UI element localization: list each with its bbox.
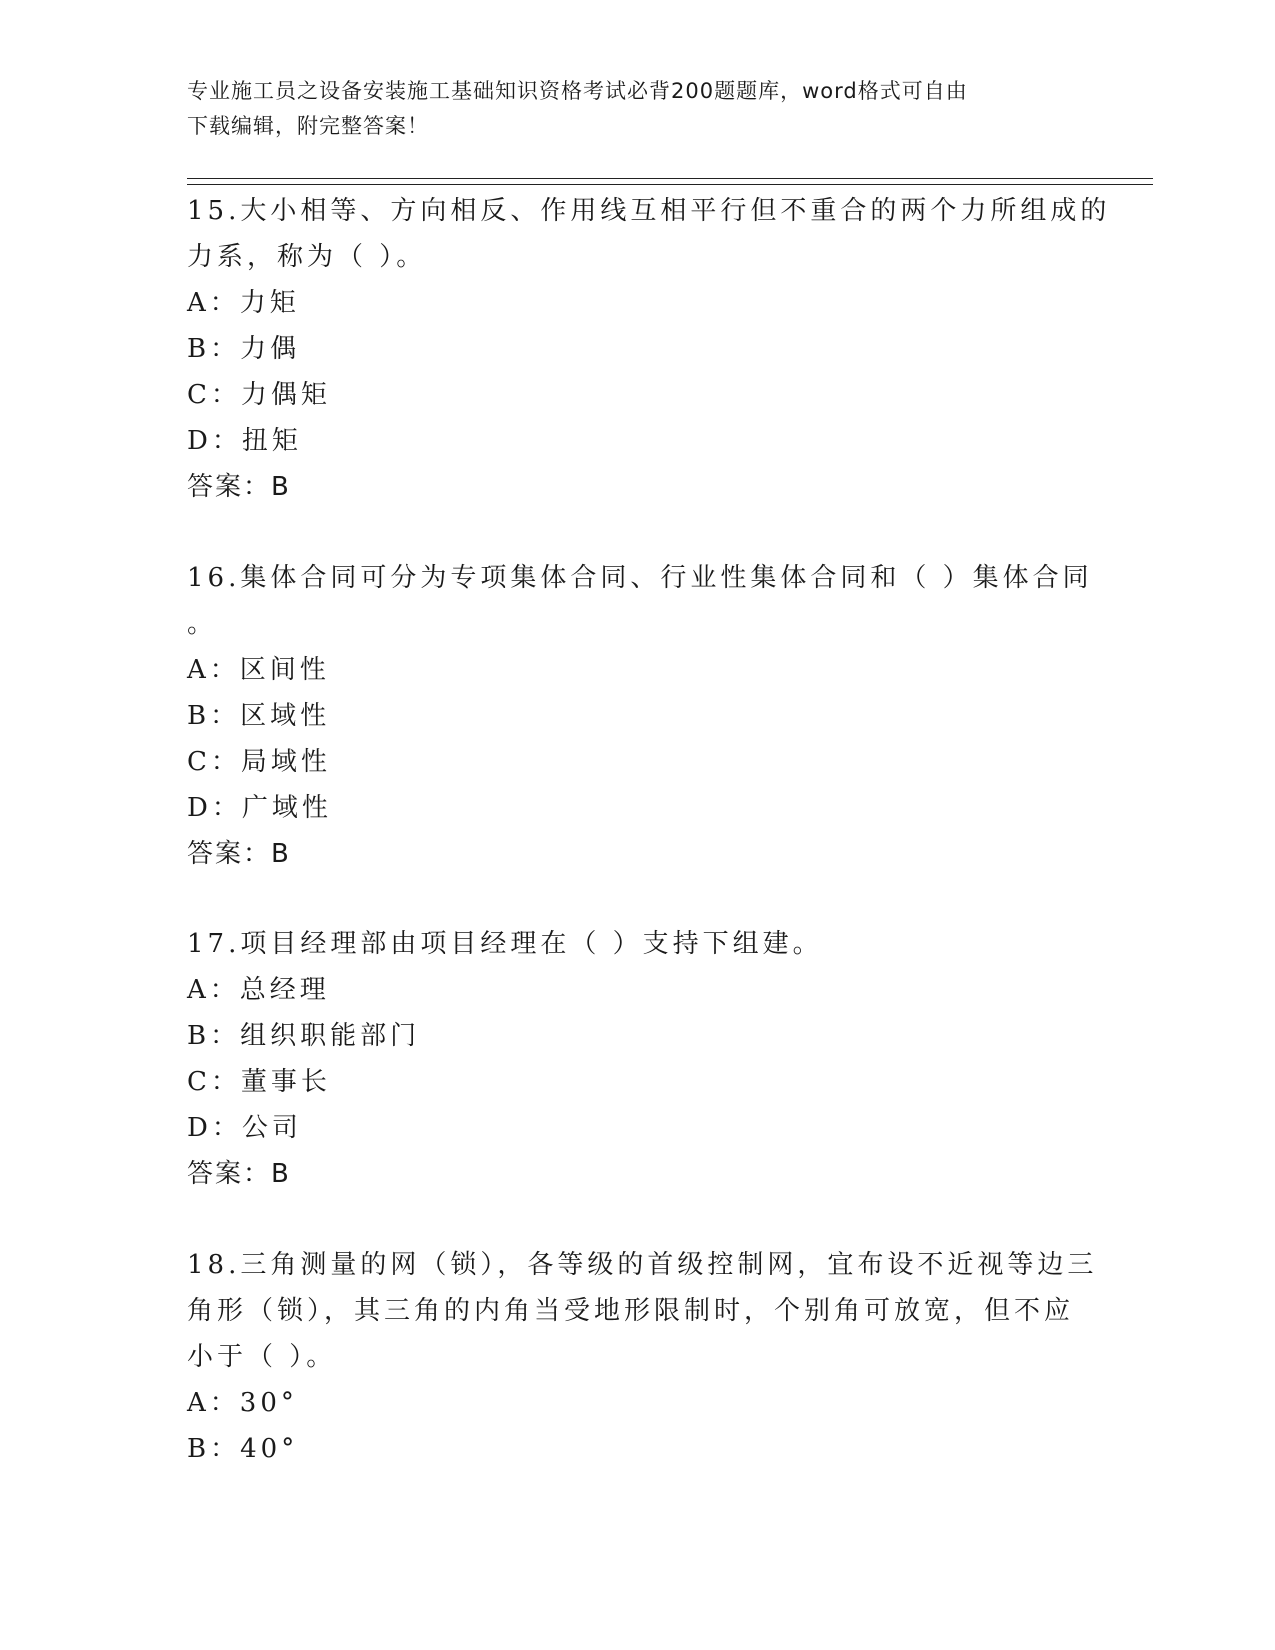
header-line-2: 下载编辑，附完整答案！: [187, 114, 429, 138]
option-b: B：力偶: [187, 334, 301, 364]
question-stem-line: 15.大小相等、方向相反、作用线互相平行但不重合的两个力所组成的: [187, 196, 1111, 226]
answer-line: 答案：B: [187, 472, 291, 502]
question-15: [187, 188, 1111, 510]
option-d: D：广域性: [187, 793, 332, 823]
question-stem-line: 17.项目经理部由项目经理在（ ）支持下组建。: [187, 929, 823, 959]
option-a: A：总经理: [187, 975, 330, 1005]
option-b: B：组织职能部门: [187, 1021, 421, 1051]
question-stem-line: 。: [187, 609, 218, 639]
option-c: C：局域性: [187, 747, 331, 777]
header-line-1: 专业施工员之设备安装施工基础知识资格考试必背200题题库，word格式可自由: [187, 79, 968, 103]
question-17: [187, 921, 1087, 1197]
question-18: [187, 1242, 1098, 1472]
header-divider-top: [187, 178, 1153, 179]
question-stem-line: 角形（锁），其三角的内角当受地形限制时，个别角可放宽，但不应: [187, 1296, 1075, 1326]
option-c: C：董事长: [187, 1067, 331, 1097]
option-c: C：力偶矩: [187, 380, 331, 410]
option-a: A：区间性: [187, 655, 330, 685]
question-stem-line: 18.三角测量的网（锁），各等级的首级控制网，宜布设不近视等边三: [187, 1250, 1098, 1280]
option-d: D：公司: [187, 1113, 302, 1143]
question-16: [187, 555, 1093, 877]
option-b: B：区域性: [187, 701, 331, 731]
question-stem-line: 小于（ ）。: [187, 1342, 337, 1372]
answer-line: 答案：B: [187, 1159, 291, 1189]
header-divider-bottom: [187, 184, 1153, 185]
question-stem-line: 力系，称为（ ）。: [187, 242, 427, 272]
question-stem-line: 16.集体合同可分为专项集体合同、行业性集体合同和（ ）集体合同: [187, 563, 1093, 593]
option-a: A：力矩: [187, 288, 300, 318]
option-d: D：扭矩: [187, 426, 302, 456]
answer-line: 答案：B: [187, 839, 291, 869]
option-b: B：40°: [187, 1434, 299, 1464]
option-a: A：30°: [187, 1388, 298, 1418]
document-header: [187, 74, 1077, 144]
